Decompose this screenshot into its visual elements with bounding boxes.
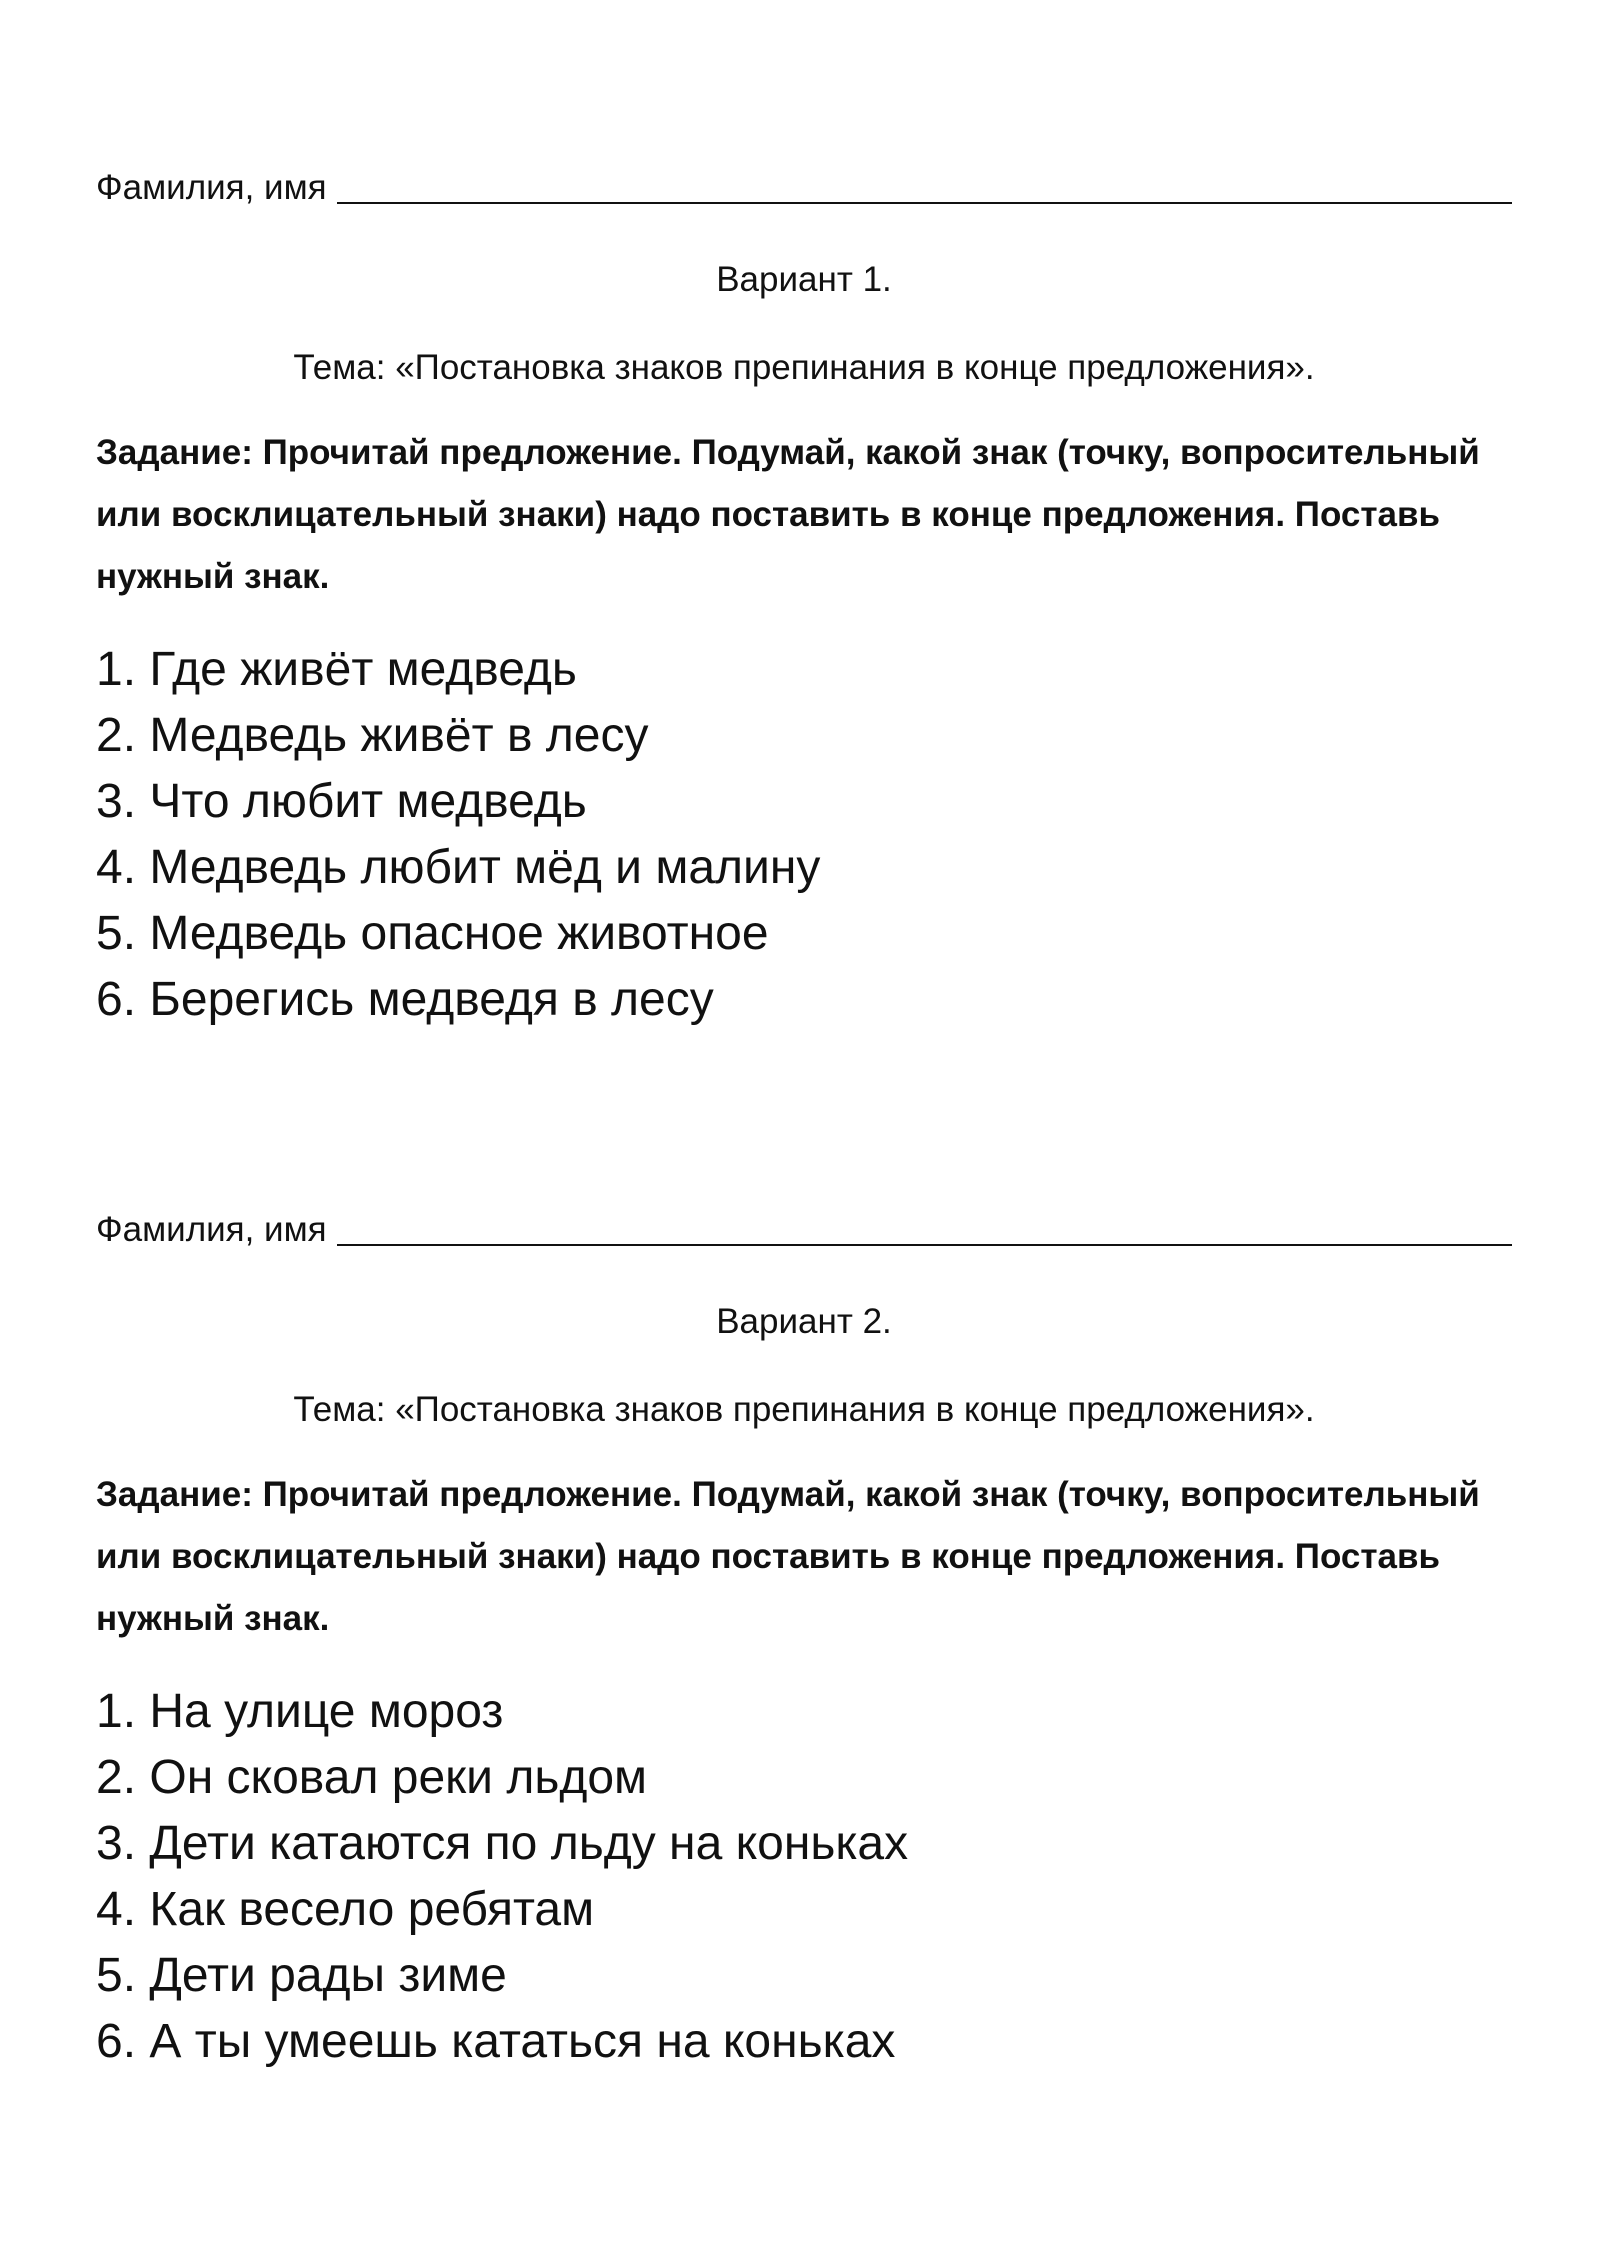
sentence-number: 4.: [96, 841, 137, 894]
sentence-text: Где живёт медведь: [149, 643, 577, 696]
name-blank-field[interactable]: [337, 1210, 1512, 1246]
sentence-item: [96, 967, 1512, 1033]
sentence-number: 1.: [96, 643, 137, 696]
sentence-text: Дети катаются по льду на коньках: [149, 1817, 909, 1870]
sentence-text: Что любит медведь: [149, 775, 587, 828]
sentence-text: Он сковал реки льдом: [149, 1751, 648, 1804]
sentence-item: [96, 1811, 1512, 1877]
sentence-number: 6.: [96, 973, 137, 1026]
sentence-number: 5.: [96, 1949, 137, 2002]
sentence-item: [96, 1679, 1512, 1745]
sentence-item: [96, 2009, 1512, 2075]
sentence-number: 3.: [96, 775, 137, 828]
sentence-item: [96, 703, 1512, 769]
task-instructions: Задание: Прочитай предложение. Подумай, какой знак (точку, вопросительный или восклицательный знаки) надо поставить в конце предложения. Поставь нужный знак.: [96, 1475, 1480, 1638]
sentence-number: 2.: [96, 709, 137, 762]
sentence-text: Медведь любит мёд и малину: [149, 841, 821, 894]
sentence-item: [96, 1877, 1512, 1943]
variant-title: Вариант 1.: [716, 260, 892, 299]
topic-line: Тема: «Постановка знаков препинания в конце предложения».: [293, 348, 1315, 387]
sentence-text: Медведь опасное животное: [149, 907, 769, 960]
sentence-text: Медведь живёт в лесу: [149, 709, 649, 762]
task-instructions: Задание: Прочитай предложение. Подумай, какой знак (точку, вопросительный или восклицательный знаки) надо поставить в конце предложения. Поставь нужный знак.: [96, 433, 1480, 596]
sentence-number: 6.: [96, 2015, 137, 2068]
sentence-text: Дети рады зиме: [149, 1949, 507, 2002]
name-line: [96, 166, 1512, 210]
name-line: [96, 1208, 1512, 1252]
sentence-text: Как весело ребятам: [149, 1883, 595, 1936]
sentence-list: [96, 1679, 1512, 2075]
variant-title: Вариант 2.: [716, 1302, 892, 1341]
sentence-number: 4.: [96, 1883, 137, 1936]
sentence-number: 2.: [96, 1751, 137, 1804]
sentence-text: Берегись медведя в лесу: [149, 973, 714, 1026]
name-blank-field[interactable]: [337, 168, 1512, 204]
sentence-item: [96, 769, 1512, 835]
name-label: Фамилия, имя: [96, 1210, 327, 1249]
sentence-item: [96, 835, 1512, 901]
sentence-item: [96, 1943, 1512, 2009]
sentence-item: [96, 637, 1512, 703]
sentence-number: 1.: [96, 1685, 137, 1738]
sentence-list: [96, 637, 1512, 1033]
topic-line: Тема: «Постановка знаков препинания в конце предложения».: [293, 1390, 1315, 1429]
sentence-number: 3.: [96, 1817, 137, 1870]
sentence-item: [96, 901, 1512, 967]
sentence-number: 5.: [96, 907, 137, 960]
sentence-text: На улице мороз: [149, 1685, 504, 1738]
sentence-item: [96, 1745, 1512, 1811]
sentence-text: А ты умеешь кататься на коньках: [149, 2015, 896, 2068]
name-label: Фамилия, имя: [96, 168, 327, 207]
